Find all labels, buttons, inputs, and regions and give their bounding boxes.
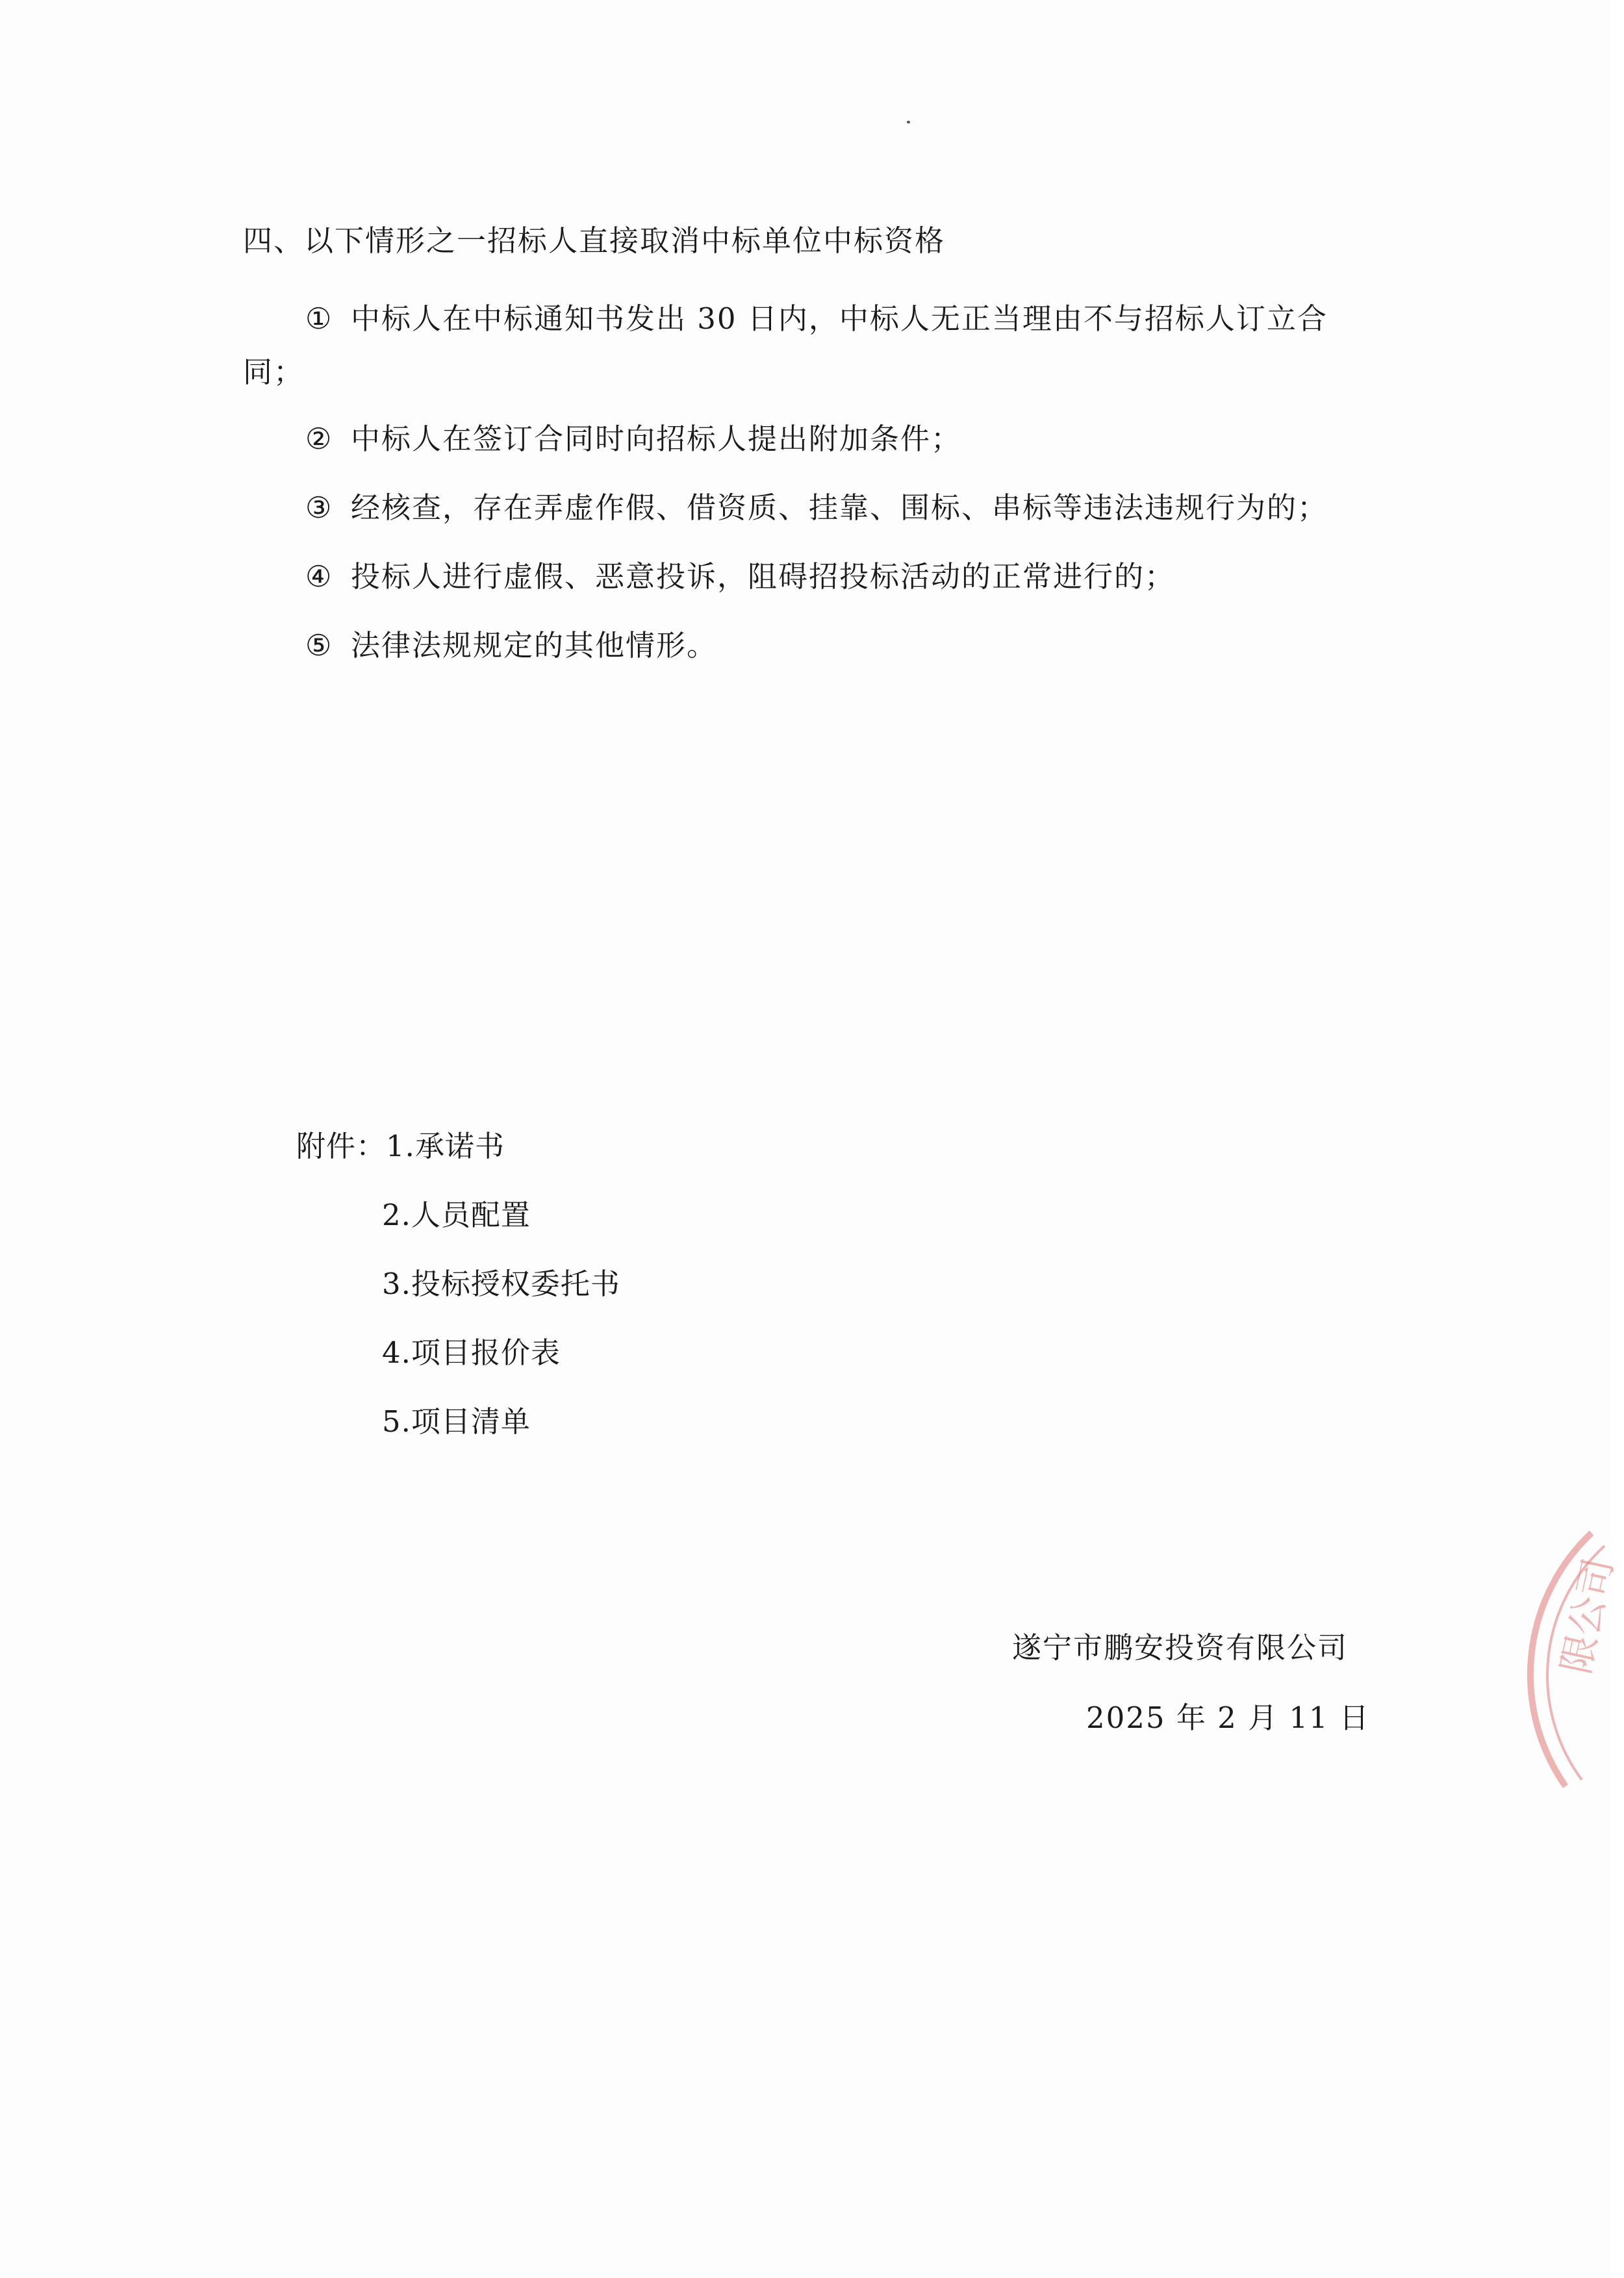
company-seal-partial	[1527, 1526, 1624, 1799]
item-marker: ⑤	[305, 628, 333, 663]
item-marker: ①	[305, 301, 333, 336]
item-marker: ③	[305, 490, 333, 525]
signature-company: 遂宁市鹏安投资有限公司	[1012, 1630, 1349, 1665]
attachments-label: 附件：	[296, 1129, 387, 1163]
scan-speck	[907, 121, 910, 123]
item-text: 投标人进行虚假、恶意投诉，阻碍招投标活动的正常进行的；	[351, 559, 1176, 594]
attachment-item: 2.人员配置	[382, 1198, 531, 1232]
signature-date: 2025 年 2 月 11 日	[1086, 1701, 1370, 1735]
list-item	[305, 553, 1175, 595]
seal-stamp-graphic	[1527, 1526, 1624, 1799]
section-heading: 四、以下情形之一招标人直接取消中标单位中标资格	[243, 223, 946, 258]
list-item	[305, 622, 717, 664]
item-text: 法律法规规定的其他情形。	[351, 628, 718, 663]
list-item	[305, 484, 1328, 526]
attachment-item: 1.承诺书	[386, 1129, 505, 1163]
attachment-item: 5.项目清单	[382, 1404, 531, 1439]
item-text: 中标人在中标通知书发出 30 日内，中标人无正当理由不与招标人订立合	[351, 301, 1328, 336]
item-marker: ④	[305, 559, 333, 594]
item-marker: ②	[305, 422, 333, 456]
list-item-continuation: 同；	[243, 355, 305, 389]
seal-text: 限公司	[1553, 1554, 1623, 1678]
attachment-item: 4.项目报价表	[382, 1335, 561, 1370]
attachment-item: 3.投标授权委托书	[382, 1267, 620, 1301]
item-text: 经核查，存在弄虚作假、借资质、挂靠、围标、串标等违法违规行为的；	[351, 490, 1328, 525]
list-item	[305, 295, 1328, 337]
attachments-line	[296, 1122, 505, 1165]
list-item	[305, 415, 961, 457]
item-text: 中标人在签订合同时向招标人提出附加条件；	[351, 422, 962, 456]
